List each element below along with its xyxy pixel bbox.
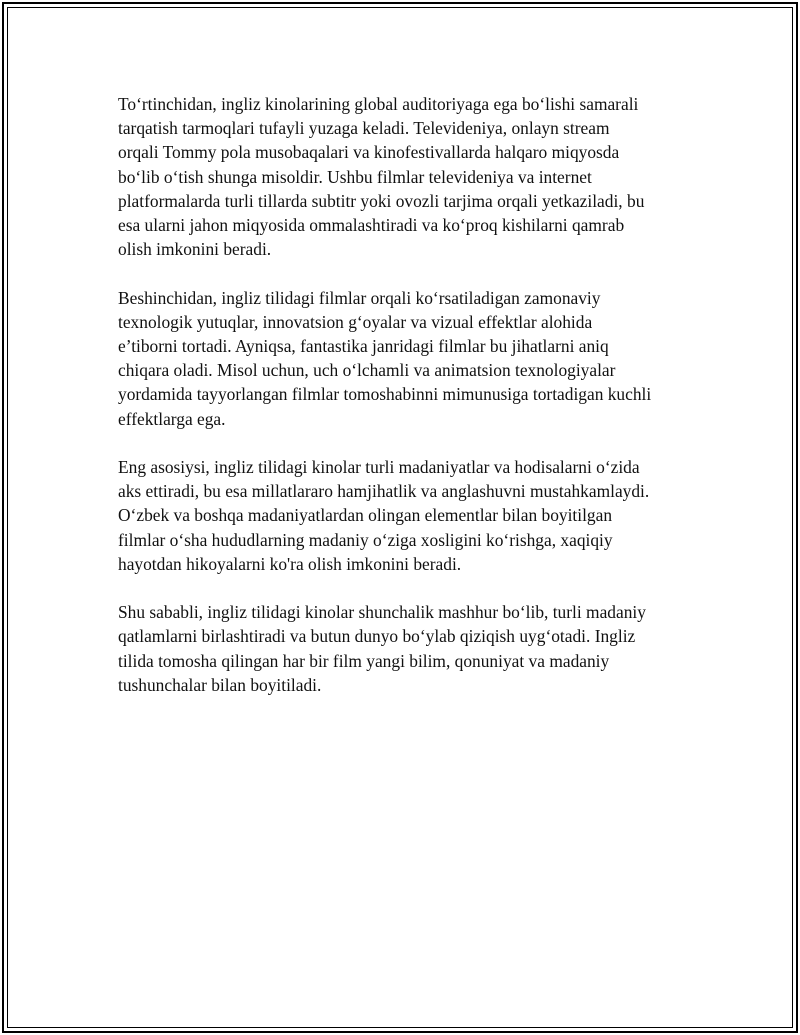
text-line: bo‘lib o‘tish shunga misoldir. Ushbu filmlar televideniya va internet [118, 166, 592, 187]
paragraph-conclusion [118, 600, 690, 697]
text-line: yordamida tayyorlangan filmlar tomoshabinni mimunusiga tortadigan kuchli [118, 384, 652, 405]
text-line: tushunchalar bilan boyitiladi. [118, 674, 322, 695]
document-body [118, 92, 690, 721]
text-line: tarqatish tarmoqlari tufayli yuzaga keladi. Televideniya, onlayn stream [118, 118, 610, 139]
text-line: O‘zbek va boshqa madaniyatlardan olingan elementlar bilan boyitilgan [118, 505, 613, 526]
text-line: texnologik yutuqlar, innovatsion g‘oyalar va vizual effektlar alohida [118, 311, 593, 332]
paragraph-most-importantly [118, 455, 690, 576]
text-line: chiqara oladi. Misol uchun, uch o‘lchamli va animatsion texnologiyalar [118, 360, 616, 381]
paragraph-fifthly [118, 286, 690, 431]
text-line: e’tiborni tortadi. Ayniqsa, fantastika janridagi filmlar bu jihatlarni aniq [118, 336, 609, 357]
text-line: hayotdan hikoyalarni ko'ra olish imkonini beradi. [118, 553, 462, 574]
text-line: platformalarda turli tillarda subtitr yoki ovozli tarjima orqali yetkaziladi, bu [118, 190, 645, 211]
text-line: olish imkonini beradi. [118, 239, 272, 260]
text-line: aks ettiradi, bu esa millatlararo hamjihatlik va anglashuvni mustahkamlaydi. [118, 481, 650, 502]
text-line: effektlarga ega. [118, 408, 226, 429]
text-line: Eng asosiysi, ingliz tilidagi kinolar turli madaniyatlar va hodisalarni o‘zida [118, 457, 640, 478]
text-line: tilida tomosha qilingan har bir film yangi bilim, qonuniyat va madaniy [118, 650, 610, 671]
text-line: Beshinchidan, ingliz tilidagi filmlar orqali ko‘rsatiladigan zamonaviy [118, 287, 601, 308]
paragraph-fourthly [118, 92, 690, 261]
text-line: esa ularni jahon miqyosida ommalashtiradi va ko‘proq kishilarni qamrab [118, 215, 625, 236]
text-line: To‘rtinchidan, ingliz kinolarining global auditoriyaga ega bo‘lishi samarali [118, 94, 639, 114]
text-line: filmlar o‘sha hududlarning madaniy o‘ziga xosligini ko‘rishga, xaqiqiy [118, 529, 613, 550]
text-line: Shu sababli, ingliz tilidagi kinolar shunchalik mashhur bo‘lib, turli madaniy [118, 602, 646, 623]
text-line: orqali Tommy pola musobaqalari va kinofestivallarda halqaro miqyosda [118, 142, 620, 163]
text-line: qatlamlarni birlashtiradi va butun dunyo bo‘ylab qiziqish uyg‘otadi. Ingliz [118, 626, 636, 647]
